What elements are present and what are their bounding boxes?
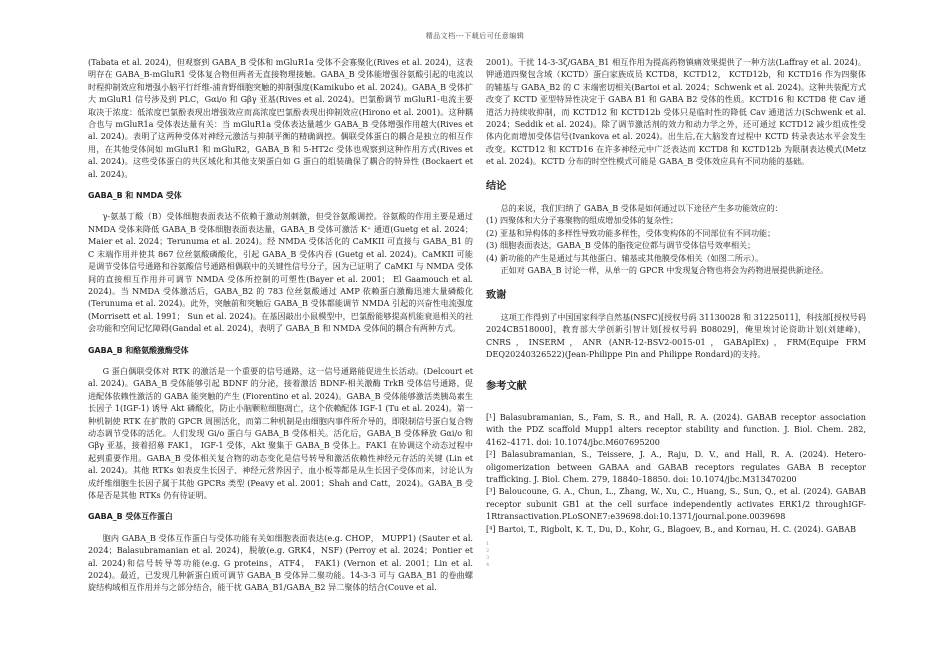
left-column [88,56,473,594]
conclusion-intro: 总的来说，我们归纳了 GABA_B 受体是如何通过以下途径产生多功能效应的： [500,203,783,214]
reference-item: [³] Baloucoune, G. A., Chun, L., Zhang, W., Xu, C., Huang, S., Sun, Q., et al. (2024). GABAB receptor subunit GB1 at the cell surface independently activates ERK1/2 throughIGF-1Rtransactivation.PLoSONE7:e39698.doi:10.1371/journal.pone.0039698 [486,486,866,522]
footnote-mark: 2 [486,548,490,554]
reference-item: [²] Balasubramanian, S., Teissere, J. A., Raju, D. V., and Hall, R. A. (2024). Hetero-oligomerization between GABAA and GABAB receptors regulates GABA B receptor trafficking. J. Biol. Chem. 279, 18840–18850. doi: 10.1074/jbc.M313470200 [486,449,866,484]
left-paragraph-3: G 蛋白偶联受体对 RTK 的激活是一个重要的信号通路，这一信号通路能促进生长活动。(Delcourt et al. 2024)。GABA_B 受体能够引起 BDNF 的分泌，接着激活 BDNF-相关激酶 TrkB 受体信号通路，促进配体依赖性激活的 GABA 能突触的产生 (Fiorentino et al. 2024)。GABA_B 受体能够激活类胰岛素生长因子 1(IGF-1) 诱导 Akt 磷酸化，防止小脑颗粒细胞凋亡，这个依赖配体 IGF-1 (Tu et al. 2024)。第一种机制使 RTK 在扩散的 GPCR 周围活化，而第二种机制是由细胞内事件所介导的，即限制信号蛋白复合物动态调节受体的活化。人们发现 Gi/o 蛋白与 GABA_B 受体相关。活化后，GABA_B 受体释放 Gαi/o 和 Gβγ 亚基，接着招募 FAK1， IGF-1 受体，Akt 聚集于 GABA_B 受体上。FAK1 在协调这个动态过程中起到重要作用。GABA_B 受体相关复合物的动态变化是信号转导和激活依赖性神经元存活的关键 (Lin et al. 2024)。其他 RTKs 如表皮生长因子、神经元营养因子、血小板等都是从生长因子受体而来，讨论认为成纤维细胞生长因子属于其他 GPCRs 类型 (Peavy et al. 2001；Shah and Catt，2024)。GABA_B 受体是否是其他 RTKs 仍有待证明。 [88,365,473,500]
section-heading-interacting-proteins: GABA_B 受体互作蛋白 [88,512,173,522]
reference-item: [⁴] Bartoi, T., Rigbolt, K. T., Du, D., Kohr, G., Blagoev, B., and Kornau, H. C. (2024). GABAB [486,523,857,534]
right-column [486,56,866,569]
right-paragraph-1: 2001)。干扰 14-3-3ζ/GABA_B1 相互作用为提高药物镇痛效果提供了一种方法(Laffray et al. 2024)。钾通道四聚包含域（KCTD）蛋白家族成员 KCTD8，KCTD12， KCTD12b，和 KCTD16 作为四聚体的辅基与 GABA_B2 的 C 末端密切相关(Bartoi et al. 2024；Schwenk et al. 2024)。这种共装配方式改变了 KCTD 亚型特异性决定于 GABA B1 和 GABA B2 受体的性质。KCTD16 和 KCTD8 使 Cav 通道活力持续收抑制，而 KCTD12 和 KCTD12b 受体只是临时性的降低 Cav 通道活力(Schwenk et al. 2024；Seddik et al. 2024)。除了调节激活剂的效力和动力学之外，还可通过 KCTD12 减少组成性受体内化而增加受体信号(Ivankova et al. 2024)。出生后,在大脑发育过程中 KCTD 转录表达水平会发生改变。KCTD12 和 KCTD16 在许多神经元中广泛表达而 KCTD8 和 KCTD12b 为限制表达模式(Metz et al. 2024)。KCTD 分布的时空性模式可能是 GABA_B 受体效应具有不同功能的基础。 [486,57,866,167]
conclusion-list-item: (2) 亚基和异构体的多样性导致功能多样性，受体变构体的不同部位有不同功能； [486,227,776,238]
references-heading: 参考文献 [486,380,527,392]
conclusion-list [486,214,866,264]
conclusion-heading: 结论 [486,180,507,192]
left-paragraph-4: 胞内 GABA_B 受体互作蛋白与受体功能有关如细胞表面表达(e.g. CHOP， MUPP1) (Sauter et al. 2024；Balasubramanian et al. 2024)，脱敏(e.g. GRK4，NSF) (Perroy et al. 2024；Pontier et al. 2024)和信号转导等功能(e.g. G proteins，ATF4， FAK1) (Vernon et al. 2001；Lin et al. 2024)。最近，已发现几种新蛋白质可调节 GABA_B 受体异二聚功能。14-3-3 可与 GABA_B1 的卷曲螺旋结构域相互作用并与之部分结合，能干扰 GABA_B1/GABA_B2 异二聚体的结合(Couve et al. [88,532,473,593]
left-paragraph-2: γ-氨基丁酸（B）受体细胞表面表达不依赖于激动剂刺激，但受谷氨酸调控。谷氨酸的作用主要是通过 NMDA 受体来降低 GABA_B 受体细胞表面表达量，GABA_B 受体可激活 K⁺ 通道(Guetg et al. 2024； Maier et al. 2024；Terunuma et al. 2024)。经 NMDA 受体活化的 CaMKII 可直接与 GABA_B1 的 C 末端作用并使其 867 位丝氨酸磷酸化，引起 GABA_B 受体内吞 (Guetg et al. 2024)。CaMKII 可能是调节受体信号通路和谷氨酸信号通路相偶联中的关键性信号分子，因为已证明了 CaMKI 与 NMDA 受体间的直接相互作用并可调节 NMDA 受体所控制的可塑性(Bayer et al. 2001； El Gaamouch et al. 2024)。当 NMDA 受体激活后，GABA_B2 的 783 位丝氨酸通过 AMP 依赖蛋白激酶迅速大量磷酸化(Terunuma et al. 2024)。此外，突触前和突触后 GABA_B 受体都能调节 NMDA 引起的兴奋性电流强度(Morrisett et al. 1991； Sun et al. 2024)。在基因敲出小鼠模型中，巴氯酚能够提高机能衰退相关的社会功能和空间记忆障碍(Gandal et al. 2024)，表明了 GABA_B 和 NMDA 受体间的耦合有两种方式。 [88,211,473,334]
page-header: 精品文档---下载后可任意编辑 [425,32,525,40]
section-heading-rtk: GABA_B 和酪氨酸激酶受体 [88,345,189,355]
conclusion-closing: 正如对 GABA_B 讨论一样，从单一的 GPCR 中发现复合物也将会为药物进展提供新途径。 [500,265,829,276]
reference-item: [¹] Balasubramanian, S., Fam, S. R., and Hall, R. A. (2024). GABAB receptor association with the PDZ scaffold Mupp1 alters receptor stability and function. J. Biol. Chem. 282, 4162–4171. doi: 10.1074/jbc.M607695200 [486,411,866,447]
conclusion-list-item: (4) 新功能的产生是通过与其他蛋白、辅基或其他膜受体相关（如图二所示）。 [486,252,764,263]
footnote-mark: 3 [486,555,490,561]
footnote-mark: 1 [486,541,490,547]
acknowledgement-paragraph: 这项工作得到了中国国家科学自然基(NSFC)[授权号码 31130028 和 31225011]，科技部[授权号码 2024CB518000]，教育部大学创新引智计划[授权号码 B08029]，俺里埃讨论资助计划(刘建峰)，CNRS，INSERM，ANR (ANR-12-BSV2-0015-01，GABAplEx)，FRM(Equipe FRM DEQ20240326522)(Jean-Philippe Pin and Philippe Rondard)的支持。 [486,311,866,360]
left-paragraph-1: (Tabata et al. 2024)，但观察到 GABA_B 受体和 mGluR1a 受体不会寡聚化(Rives et al. 2024)，这表明存在 GABA_B-mGluR1 受体复合物但两者无直接物理接触。GABA_B 受体能增强谷氨酸引起的电流以时程抑制效应和增强小脑平行纤维-浦肯野细胞突触的抑制强度(Kamikubo et al. 2024)。GABA_B 受体扩大 mGluR1 信号涉及到 PLC，Gαi/o 和 Gβγ 亚基(Rives et al. 2024)。巴氯酚调节 mGluR1-电流主要取决于浓度：低浓度巴氯酚表现出增强效应而高浓度巴氯酚表现出抑制效应(Hirono et al. 2001)。这种耦合也与 mGluR1a 受体表达量有关：当 mGluR1a 受体表达量越少 GABA_B 受体增强作用越大(Rives et al. 2024)。表明了这两种受体对神经元激活与抑制平衡的精确调控。偶联受体蛋白的耦合是独立的相互作用，在其他受体间如 mGluR1 和 mGluR2，GABA_B 和 5-HT2c 受体也观察到这种作用方式(Rives et al. 2024)。这些受体蛋白的共区域化和其他支架蛋白如 G 蛋白的组装确保了耦合的特异性 (Bockaert et al. 2024)。 [88,57,473,179]
acknowledgement-heading: 致谢 [486,289,507,301]
reference-list [486,411,866,535]
footnote-mark: 4 [486,562,490,568]
footnote-marks [486,541,866,569]
section-heading-nmda: GABA_B 和 NMDA 受体 [88,191,182,201]
conclusion-list-item: (1) 四聚体和大分子寡聚物的组成增加受体的复杂性； [486,215,679,226]
conclusion-list-item: (3) 细胞表面表达，GABA_B 受体的脂筏定位都与调节受体信号效率相关； [486,240,756,251]
